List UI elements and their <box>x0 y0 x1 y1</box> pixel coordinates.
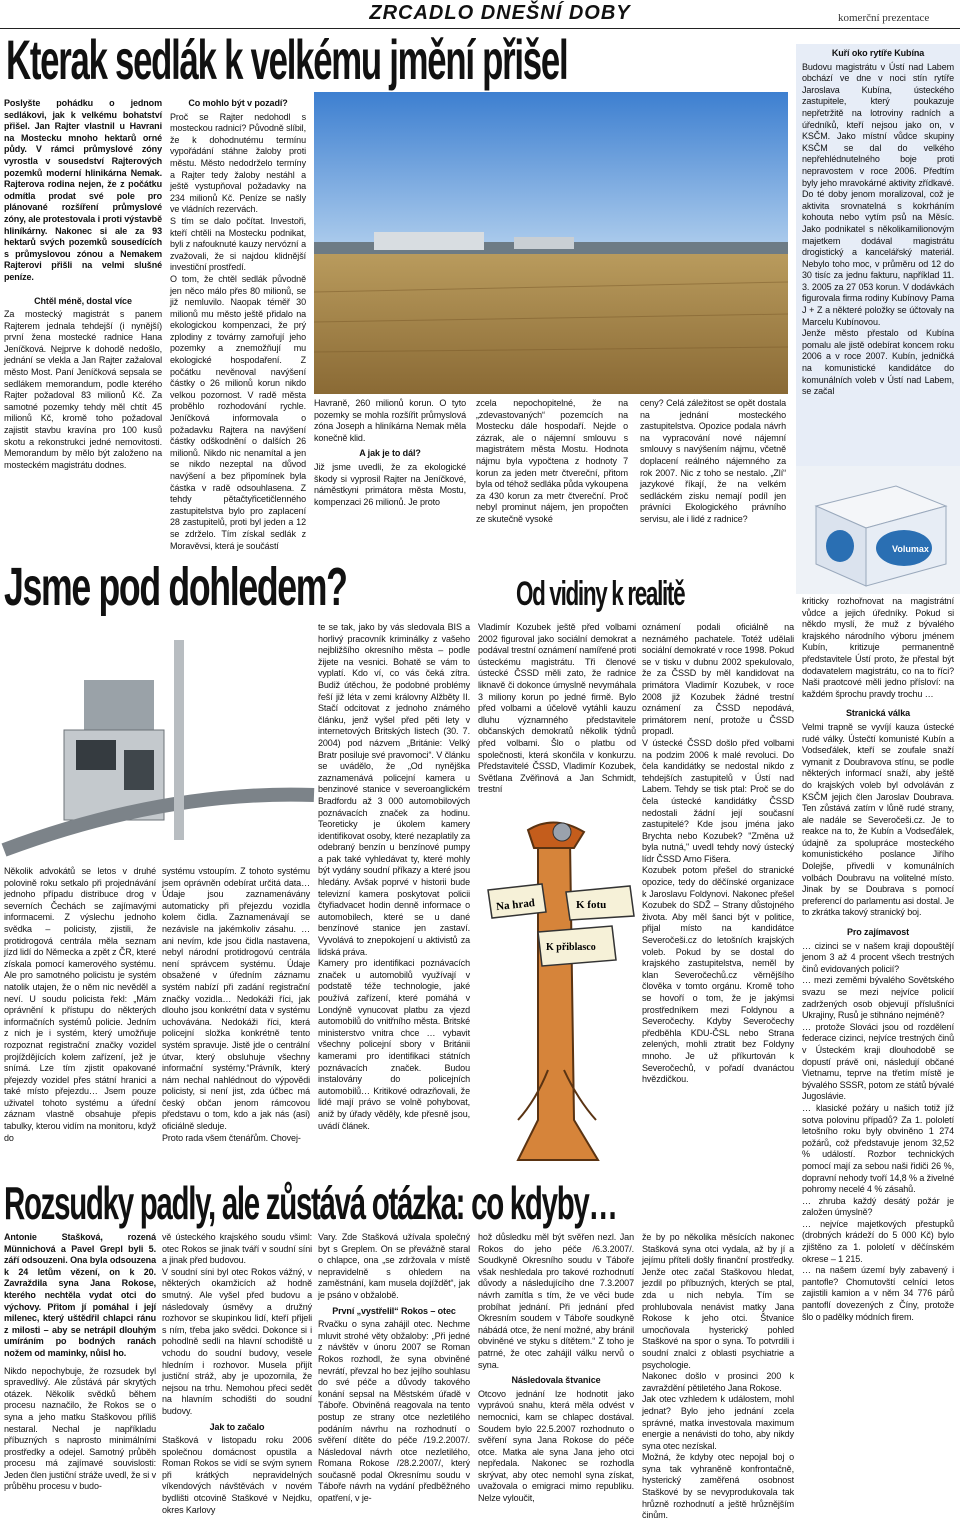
article4-col4-text-b: Otcovo jednání lze hodnotit jako vyprávoú snahu, která měla odvést v nemocnici, kam se chlapec dostával. Soudem bylo 22.5.2007 rozhodnuto o svěření syna Jana Rokose do péče otce. Matka ale syna Jana jeho otci nepředala. Nakonec se rozhodla skrývat, aby otec nemohl syna získat, uvažovala o emigraci mimo republiku. Nelze vyloučit, <box>478 1388 634 1504</box>
sign-board-1: Na hrad <box>495 897 536 914</box>
article1-col2-text: Proč se Rajter nedohodl s mosteckou radnicí? Původně slíbil, že k dohodnutému termínu vypořádání stáhne žaloby proti městu. Město nedodrželo termíny a Rajter tedy žaloby nestáhl a ještě vystupňoval požadavky na 234 milionů Kč. Peníze se našly ve vládních rezervách. <box>170 111 306 215</box>
article3-col2-text-c: Kozubek potom přešel do stranické opozice, tedy do děčínské organizace k Jaroslavu Foldynovi. Nakonec přešel Kozubek do SDŽ – Strany důstojného života. Aby měl šanci být v politice, přijal místo na kandidátce Severočeši.cz do letošních krajských voleb. Pokud by se dostal do krajského zastupitelstva, neměl by klan Severočechů.cz věrnějšího člověka v tomto orgánu. Kromě toho se hovoří o tom, že je jakýmsi prostředníkem mezi Foldynou a Severočechy. Kdyby Severočechy předběhla KDU-ČSL nebo Strana zelených, mohli ztratit bez Foldyny mnoho. Je už příkurtován k Severočechů, v pořadí dvanáctou hvězdičkou. <box>642 865 794 1085</box>
article4-col3-text: Vary. Zde Stašková užívala společný byt s Greplem. On se převážně staral o chlapce, ona „se zdržovala v místě nepravidelně s ohledem na zaměstnání, kam musela dojíždět“, jak je psáno v obžalobě. <box>318 1232 470 1300</box>
article4-subheading-1: Jak to začalo <box>209 1421 265 1432</box>
article4-column1 <box>4 1232 156 1514</box>
article4-col2-text-b: V soudní síni byl otec Rokos vážný, v některých okamžicích až hodně smutný. Ale vyšel před budovu a následovaly úsměvy a družný rozhovor se skupinkou lidí, kteří přijeli s ním, třeba jako svědci. Dokonce si i pohodlně sedli na hlavní schodiště u vchodu do soudní budovy, vesele hledním i rozhovor. Musela přijít justiční stráž, aby je upozornila, že nejsou na trhu. Nemohou přeci sedět na hlavním schodišti do soudní budovy. <box>162 1266 312 1416</box>
article4-col4-text: hož důsledku měl být svěřen nezl. Jan Rokos do jeho péče /6.3.2007/. Soudkyně Okresního soudu v Táboře však neshledala pro takové rozhodnutí důvody a následujícího dne 7.3.2007 návrh zamítla s tím, že ve věci bude probíhat jednání. Při jednání před Okresním soudem v Táboře soudkyně nábádá otce, že není možné, aby bránil obviněné ve styku s dítětem.“ Z toho je patrné, že otec zahájil válku nervů o syna. <box>478 1232 634 1370</box>
signpost-illustration <box>478 820 638 1166</box>
article4-subheading-3: Následovala štvanice <box>511 1375 601 1386</box>
product-photo <box>796 466 960 594</box>
article1-lead: Poslyšte pohádku o jednom sedlákovi, jak k velkému bohatství přišel. Jan Rajter vlastnil u Havrani na Mostecku mnoho hektarů orné půdy. V rámci průmyslové zóny vyrostla v sousedství Rajterových pozemků moderní hlinikárna Nemak. Rajterova rodina nejen, že z počátku odmítla prodat své pole pro plánované rozšíření průmyslové zóny, ale protestovala i proti výstavbě hliníkárny. Nakonec si ale za 93 hektarů svých pozemků sousedících s průmyslovou zónou a Nemakem Rajterovi přišli na velmi slušné peníze. <box>4 98 162 282</box>
article4-column4 <box>478 1232 634 1514</box>
article2-col2-text: systému vstoupím. Z tohoto systému jsem oprávněn odebírat určitá data… Údaje jsou zaznamenávány automaticky při přejezdu vozidla kolem čidla. Zaznamenávají se nezávisle na jakémkoliv zásahu. …ani nevím, kde jsou čidla nastavena, nebyl národní protidrogovú centrála není správcem systému. Údaje obsažené v úředním záznamu systém nabízí při zadání registrační značky vozidla… Nedokáži říci, jak dlouho jsou konkrétní data v systému uchovávána. Nedokáži říci, která policejní složka konkrétně tento systém spravuje. Jistě jde o centrální útvar, který obsluhuje všechny informační systémy.“Právník, který nám nechal nahlédnout do výpovědi policisty, si není jist, zda účbec má český občan jenom rámcovou představu o tom, kdo a jak nás (asi) oficiálně sleduje. <box>162 866 310 1132</box>
article1-col2-text-c: O tom, že chtěl sedlák původně jen něco málo přes 80 milionů, se již nemluvilo. Naopak téměř 30 milionů mu město ještě přidalo na ekologickou kompenzaci, že prý zplodiny z továrny zamořují jeho pozemky a znemožňují mu ekologické hospodaření. Z počátku nevěnoval navýšení částky o 26 milionů korun nikdo velkou pozornost. V radě města proběhlo rozhodování rychle. Jeníčková informovala o požadavku Rajtera na navýšení částky odškodnění o dalších 26 milionů. Nikdo nic nenamítal a jen se nikdo nezeptal na důvod navýšení a bez připomínek byla částka v radě odsouhlasena. Z tehdy pětačtyřicetičlenného zastupitelstva bylo pro zaplacení 28 zastupitelů, proti byl jeden a 12 se zdrželo. Tím získal sedlák z Moravěvsi, která je součástí <box>170 273 306 551</box>
sign-board-3: K přiblasco <box>546 942 596 953</box>
article2-column1 <box>4 866 156 1166</box>
sign-board-2: K fotu <box>576 899 607 911</box>
article1-subheading-2: Co mohlo být v pozadí? <box>188 98 288 108</box>
sidebar-subheading-1: Stranická válka <box>845 708 911 719</box>
article4-col5-text: že by po několika měsících nakonec Stašková syna otci vydala, až by jí a jejímu příteli došly finanční prostředky. Jenže otec začal Staškovou hledat, jezdil po příbuzných, kterých se ptal, zda u nich nebyla. Tím se prohlubovala nenávist matky Jana Rokose k jeho otci. Štvanice umocňovala hysterický pohled Staškové na spor o syna. To potvrdili i soudní znalci z oblasti psychiatrie a psychologie. <box>642 1232 794 1370</box>
article1-subheading-1: Chtěl méně, dostal více <box>34 295 132 306</box>
article4-column5 <box>642 1232 794 1521</box>
article1-col1-text: Za mostecký magistrát s panem Rajterem jednala tehdejší (i nynější) první žena mostecké radnice Hana Jeníčková. Nejprve k dohodě nedošlo, jednání se vlekla a Jan Rajter zažaloval město Most. Paní Jeníčková sepsala se sedlákem memorandum, podle kterého Rajter požadoval 83 milionů Kč. Za samotné pozemky tehdy měl chtít 45 milionů Kč, kromě toho požadoval zajistit stavbu kravína pro 100 kusů skotu a rekonstrukci jedné nemovitosti. Memorandum by mělo být založeno na mosteckém magistrátu dodnes. <box>4 309 162 470</box>
article4-column2 <box>162 1232 312 1514</box>
article4-lead: Antonie Stašková, rozená Münnichová a Pavel Grepl byli 5. září odsouzeni. Ona byla odsouzena k 24 letům vězení, on k 20. Zavraždila syna Jana Rokose, kterého nechtěla vydat otci do výchovy. Přitom jí pomáhal i její milenec, který uštědřil chlapci ránu z milosti – aby se netrápil dlouhým umíráním po bodných ranách nožem od maminky, nůisl ho. <box>4 1232 156 1358</box>
article1-column4 <box>476 398 628 554</box>
article3-col1-text: Vladimír Kozubek ještě před volbami 2002 figuroval jako sociální demokrat a podával trestní oznámení namířené proti ústeckému magistrátu. Tři členové ústecké ČSSD měli zato, že radnice liknavě či dokonce úmyslně nevymáhala 3 miliony korun po jedné firmě. Bylo před volbami a účelově vytáhli kauzu dluhu významného představitele občanských demokratů několik týdnů před volbami. Šlo o platbu od společnosti, která skončila v konkurzu. Představitelé ČSSD, Vladimír Kozubek, Světlana Zvěřinová a Jan Schmidt, trestní <box>478 622 636 795</box>
article1-col3-text: Havraně, 260 milionů korun. O tyto pozemky se mohla rozšířit průmyslová zóna Joseph a hliníkárna Nemak měla konečně klid. <box>314 398 466 443</box>
headline-rozsudky-padly: Rozsudky padly, ale zůstává otázka: co kdyby… <box>4 1177 617 1229</box>
article1-col2-text-b: S tím se dalo počítat. Investoři, kteří chtěli na Mostecku podnikat, byli z nafouknuté kauzy nervózní a zvažovali, že si najdou klidnější investiční prostředí. <box>170 215 306 273</box>
headline-od-vidiny-k-realite: Od vidiny k realitě <box>516 575 685 613</box>
article2-col3-text-b: Kamery pro identifikaci poznávacích značek u automobilů využívají v podstatě téže technologie, jaké používá zařízení, které pomáhá v Londýně vynucovat platbu za vjezd automobilů do vnitřního města. Britské ministerstvo vnitra chce … vybavit všechny policejní sbory v Británii kamerami pro identifikaci státních poznávacích značek. Budou instalovány do policejních automobilů… Kritikové odrazňovali, že lidé mají právo se volně pohybovat, aniž by úřady věděly, kde přesně jsou, uvádí článek. <box>318 958 470 1131</box>
article4-col2-text: vě ústeckého krajského soudu všiml: otec Rokos se jinak tváří v soudní síni a jinak před budovou. <box>162 1232 312 1266</box>
article4-col3-text-b: Rvačku o syna zahájil otec. Nechme mluvit strohé věty obžaloby: „Při jedné z návštěv v únoru 2007 se Roman Rokos rozhodl, že syna obviněné nevrátí, převzal ho bez jejího souhlasu do své péče a důvody takového konání sepsal na Městském úřadě v Táboře. Obviněná reagovala na tento postup ze strany otce nezletilého podáním návrhu na rozhodnutí o svěření dítěte do péče /19.2.2007/. Následoval návrh otce nezletilého, Romana Rokose /28.2.2007/, který současně podal Okresnímu soudu v Táboře návrh na vydání předběžného opatření, v je- <box>318 1319 470 1504</box>
article4-col2-text-c: Stašková v listopadu roku 2006 společnou domácnost opustila a Roman Rokos se vidí se svým synem při krátkých nepravidelných víkendových návštěvách v novém bydlišti otcovině Staškové v Nejdku, okres Karlovy <box>162 1435 312 1515</box>
article3-column2 <box>642 622 794 1166</box>
article1-col4-text: zcela nepochopitelné, že na „zdevastovaných“ pozemcích na Mostecku dále hospodaří. Nejde o zázrak, ale o nájemní smlouvu s magistrátem města Mostu. Hodnota nájmu byla vypočtena z hodnoty 7 korun za jeden metr čtvereční, přitom byla od téhož sedláka půda vykoupena za 430 korun za metr čtvereční. Proč nebyl prominut nájem, jen propočten ze skutečně vysoké <box>476 398 629 524</box>
sidebar-text-4: Velmi trapně se vyvíjí kauza ústecké rudé války. Ústečtí komunisté Kubín a Vodseďálek, kteří se zoufale snaží vymanit z Doubravova stínu, se podle některých informací snaží, aby ještě do krajských voleb byl odvoláván z KSČM jejich člen Jaroslav Doubrava. Ten zůstává zatím v lůně rudé strany, ale nadále se Severočeši.cz. Je to reakce na to, že Kubín a Vodseďálek, údajně za spolupráce mosteckého komunistického poslance Jiřího Dolejše, přivedli v komunálních volbách Doubravu na volitelné místo. Jinak by se Doubrava s pomocí preferencí do parlamentu asi dostal. Je to zkrátka takový stranický boj. <box>802 721 954 918</box>
product-brand-mark: Volumax <box>892 544 929 554</box>
commercial-badge: komerční prezentace <box>838 12 930 24</box>
article1-col5-text: ceny? Celá záležitost se opět dostala na jednání mosteckého zastupitelstva. Opozice podala návrh na vypracování nové nájemní smlouvy s navýšením nájmu, včetně doplacení reálného nájemného za rok 2007. Nic z toho se nestalo. „Zlí“ jazykové říkají, že na velkém sedláckém zisku nemají podíl jen právníci Ekologického právního servisu, ale i lidé z radnice? <box>640 398 786 524</box>
article4-subheading-2: První „vystřelil“ Rokos – otec <box>332 1305 456 1316</box>
article2-col2-text-b: Proto rada všem čtenářům. Chovej- <box>162 1132 301 1143</box>
sidebar-text-3: kriticky rozhořnovat na magistrátní vůdce a jejich úředníky. Pokud si někdo myslí, že muž z bývalého krajského národního výboru jménem Kubín, kritizuje permanentně představitele Ústí proto, že přestal být dodavatelem magistrátu, co na to říci? Naši praotcové měli jedno přísloví: na každém šprochu pravdy trochu … <box>802 596 954 699</box>
article1-column2 <box>170 98 306 554</box>
headline-jsme-pod-dohledem: Jsme pod dohledem? <box>4 557 347 617</box>
article4-col5-text-c: Jak otec vzhledem k událostem, mohl jednat? Bylo jeho jednání zcela správné, matka investovala maximum energie a nenávisti do toho, aby nikdy syna otec nezískal. <box>642 1394 794 1451</box>
article4-column3 <box>318 1232 470 1514</box>
sidebar-text: Budovu magistrátu v Ústí nad Labem obchází ve dne v noci stín rytíře Jaroslava Kubína, ústeckého zastupitele, který poukazuje nepřetržitě na lotroviny radních a úředníků, kteří nejsou jako on, v KSČM. Jako místní vůdce skupiny KSČM se dal do velkého nepřehlédnutelného boje proti nepravostem v roce 2006. Předtím byly jeho mravokárné aktivity zřídkavé. Do té doby jenom moralizoval, což je aktivita srovnatelná s kokrháním kohouta nebo vytím psů na Měsíc. Jako podnikatel s několikamilionovým majetkem dodával magistrátu drogistický a kancelářský materiál. Nebylo toho moc, v průměru od 12 do 30 tisíc za jednu fakturu, například 11. 3. 2005 za 27 053 korun. V dodávkách figurovala firma rodiny Kubínovy Pama J + Z a některé položky se účtovaly na Marcelu Kubínovou. <box>802 61 954 327</box>
sidebar-text-2: Jenže město přestalo od Kubína pomalu ale jistě odebírat koncem roku 2006 a v roce 2007. Kubín, jedničká na komunistické kandidátce do komunálních voleb v Ústí nad Labem, se začal <box>802 328 954 397</box>
article4-col5-text-b: Nakonec došlo v prosinci 200 k zavraždění pětiletého Jana Rokose. <box>642 1371 794 1393</box>
article1-col3-text-b: Již jsme uvedli, že za ekologické škody si vyprosil Rajter na Jeníčkové, náměstkyni primátora města Mostu, kompenzaci 26 milionů. Je proto <box>314 461 466 507</box>
article4-col1-text: Nikdo nepochybuje, že rozsudek byl spravedlivý. Ale zůstává pár skrytých otázek. Několik svědků během procesu naznačilo, že Rokos se o syna a jeho matku Staškovou příliš nestaral. Nechal je napříkladu příbuzných s naprosto minimálními prostředky a odejel. Samotný průběh procesu má zajímavé souvislosti: Jeden člen justiční stráže uvedl, že si v průběhu procesu v budo- <box>4 1365 156 1492</box>
field-photo <box>314 92 788 394</box>
sidebar-title: Kuří oko rytíře Kubína <box>831 48 925 58</box>
camera-photo <box>4 620 314 860</box>
section-header: ZRCADLO DNEŠNÍ DOBY <box>369 2 631 24</box>
sidebar-subheading-2: Pro zajímavost <box>846 927 910 938</box>
article2-column2 <box>162 866 310 1166</box>
sidebar-column-2 <box>802 596 954 1512</box>
article1-column3 <box>314 398 466 554</box>
headline-kterak-sedlak: Kterak sedlák k velkému jmění přišel <box>6 28 568 91</box>
article1-subheading-3: A jak je to dál? <box>359 448 421 459</box>
sidebar-text-5: … cizinci se v našem kraji dopouštějí jenom 3 až 4 procent všech trestných činů evidovaných policií? … mezi zeměmi bývalého Sovětského svazu se mezi nejvíce policií zadržených osob objevují příslušníci Ukrajiny, Rusů je stihnáno nejméně? … protože Slováci jsou od rozdělení federace cizinci, nejvíce trestných činů v Ústeckém kraji dlouhodobě se dopustí právě oni, následují občané Vietnamu, teprve na třetím místě je bývalého SSSR, potom ze států bývalé Jugoslávie. … klasické požáry u našich totiž jíž sotva polovinu případů? Za 1. pololetí letošního roku byly obviněno 1 274 požárů, což představuje jenom 32,52 % událostí. Rozbor technických pomocí mají za sebou naši řidiči 26 %, dopravní nehody tvoří 14,8 % a živelné pohromy necelé 4 % zásahů. … zhruba každý desátý požár je založen úmyslně? … nejvíce majetkových přestupků (drobných krádeží do 5 000 Kč) bylo zjištěno za 1. pololetí v děčínském okrese – 1 215. … na našem území byly zabavený i pantofle? Chomutovští celníci letos zajistili kamion a v něm 34 776 párů pantoflí dovezených z Číny, protože šlo o padělky módních firem. <box>802 940 954 1322</box>
sidebar-column <box>802 48 954 462</box>
article3-column1 <box>478 622 636 818</box>
article4-col5-text-d: Možná, že kdyby otec nepojal boj o syna tak vyhraněně konfrontačně, hysterický zaměřená osobnost Staškové by se nevyprodukovala tak hrůzně rozhodnutí a ještě hrůznějším činům. <box>642 1452 794 1521</box>
article1-column1 <box>4 98 162 554</box>
article2-col3-text: te se tak, jako by vás sledovala BIS a horlivý pracovník kriminálky z vašeho nejbližšího okresního města – podle žijete na vesnici. Bohatě se vám to vyplatí. Kdo ví, co vás čeká zítra. Budiž útěchou, že podobné problémy řeší již léta v zemi královny Alžběty II. Stačí odcitovat z jednoho známého článku, jenž vyšel před pěti lety v internetových Britských listech (30. 7. 2004) pod názvem „Británie: Velký Bratr posiluje své pravomoci“. V článku se uvádělo, že „Od nynějška zaznamenává policejní kamera u benzinové stanice v severoanglickém Bradfordu až 3 000 automobilových poznávacích značek za hodinu. Teoreticky je úkolem kamery identifikovat osoby, které nezaplatily za odebraný benzín u benzínové pumpy a pak také vyhledávat ty, které mohly být vydány soudní příkazy a které jsou hledány. Avšak poprvé v historii bude televizní kamera poskytovat policii čtyřiadvacet hodin denně informace o automobilech, které se u dané benzínové stanice jen zastaví. Vyvolává to znepokojení u aktivistů za lidská práva. <box>318 622 470 957</box>
article3-col2-text-b: V ústecké ČSSD došlo před volbami na podzim 2006 k malé revoluci. Do čela kandidátky se nedostal nikdo z tehdejších zastupitelů v Ústí nad Labem. Tehdy se tisk ptal: Proč se do čela ústecké kandidátky ČSSD nedostali žádní její současní zastupitelé? Kde jsou jména jako Brychta nebo Kozubek? "Změna už byla nutná," uvedl tehdy nový ústecký lídr ČSSD Arno Fišera. <box>642 737 794 864</box>
article1-column5 <box>640 398 786 554</box>
article2-col1-text: Několik advokátů se letos v druhé polovině roku setkalo při projednávání jednoho případu distribuce drog v severních Čechách se zajímavými informacemi. Z výslechu jednoho svědka – policisty, zjistili, že protidrogová centrála měla seznam jízd lidí do Německa a zpět z ČR, které získala pomocí kamerového systému. Ale pro samotného policistu je systém natolik utajen, že o něm nic nevěděl a neví. U soudu policista řekl: „Mám oprávnění k přístupu do některých informačních systémů policie. Jedním z nich je i systém, který umožňuje rozpoznat registrační značky vozidel projíždějících kolem zařízení, jež je snímá. Lze tím zjistit opakované přejezdy vozidel přes státní hranici a také místo přejezdu… Jsem pouze uživatel tohoto systému a úřední záznam vlastně obsahuje přepis tabulky, kterou vidím na monitoru, když do <box>4 866 156 1143</box>
article3-col2-text: oznámení podali oficiálně na neznámého pachatele. Totéž udělali sociální demokraté v roce 1998. Pokud se v tisku v dubnu 2002 spekulovalo, že za ČSSD by měl kandidovat na primátora Vladimír Kozubek, v roce 2008 již Kozubek žádné trestní oznámení za ČSSD nepodává, primátorem není, protože u ČSSD propadl. <box>642 622 794 737</box>
article2-column3 <box>318 622 470 1166</box>
